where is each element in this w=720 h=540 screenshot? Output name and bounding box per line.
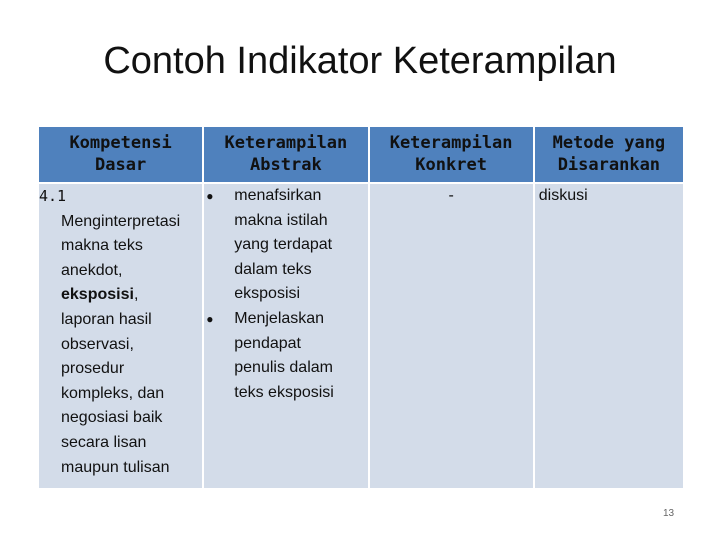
header-metode: Metode yang Disarankan <box>535 127 683 182</box>
cell-metode: diskusi <box>535 184 683 488</box>
kd-code: 4.1 <box>39 187 67 205</box>
header-kompetensi-dasar: Kompetensi Dasar <box>39 127 202 182</box>
abstrak-line: menafsirkan <box>234 187 322 204</box>
header-keterampilan-abstrak: Keterampilan Abstrak <box>204 127 367 182</box>
page-number: 13 <box>663 508 675 519</box>
abstrak-line: pendapat <box>234 334 301 352</box>
abstrak-line: yang terdapat <box>234 236 333 254</box>
cell-keterampilan-abstrak <box>204 184 367 488</box>
kd-line-bold: eksposisi <box>61 286 134 304</box>
abstrak-line: eksposisi <box>234 285 301 303</box>
kd-line: prosedur <box>61 360 125 378</box>
kd-line: negosiasi baik <box>61 409 163 427</box>
slide-title: Contoh Indikator Keterampilan <box>103 40 617 82</box>
kd-line: observasi, <box>61 335 134 353</box>
header-row <box>39 127 683 182</box>
abstrak-line: dalam teks <box>234 260 312 278</box>
bullet-icon: ● <box>206 311 214 326</box>
kd-line: makna teks <box>61 237 143 255</box>
kd-line: maupun tulisan <box>61 458 170 476</box>
kd-line: laporan hasil <box>61 310 152 328</box>
kd-line: kompleks, dan <box>61 384 165 402</box>
abstrak-line: Menjelaskan <box>234 309 325 327</box>
indicator-table <box>37 125 685 490</box>
header-keterampilan-konkret: Keterampilan Konkret <box>370 127 533 182</box>
abstrak-line: teks eksposisi <box>234 383 334 401</box>
cell-keterampilan-konkret: - <box>370 184 533 488</box>
kd-line: secara lisan <box>61 433 147 451</box>
list-item <box>204 184 367 307</box>
cell-kompetensi-dasar: 4.1 Menginterpretasi makna teks anekdot, eksposisi, laporan hasil observasi, prosedur kompleks, dan negosiasi baik secara lisan maupun tulisan <box>39 184 202 488</box>
table-row <box>39 184 683 488</box>
kd-line: anekdot, <box>61 261 123 279</box>
abstrak-line: penulis dalam <box>234 359 333 377</box>
list-item <box>204 307 367 405</box>
abstrak-line: makna istilah <box>234 211 328 229</box>
kd-line: Menginterpretasi <box>61 212 181 230</box>
bullet-icon: ● <box>206 189 214 203</box>
